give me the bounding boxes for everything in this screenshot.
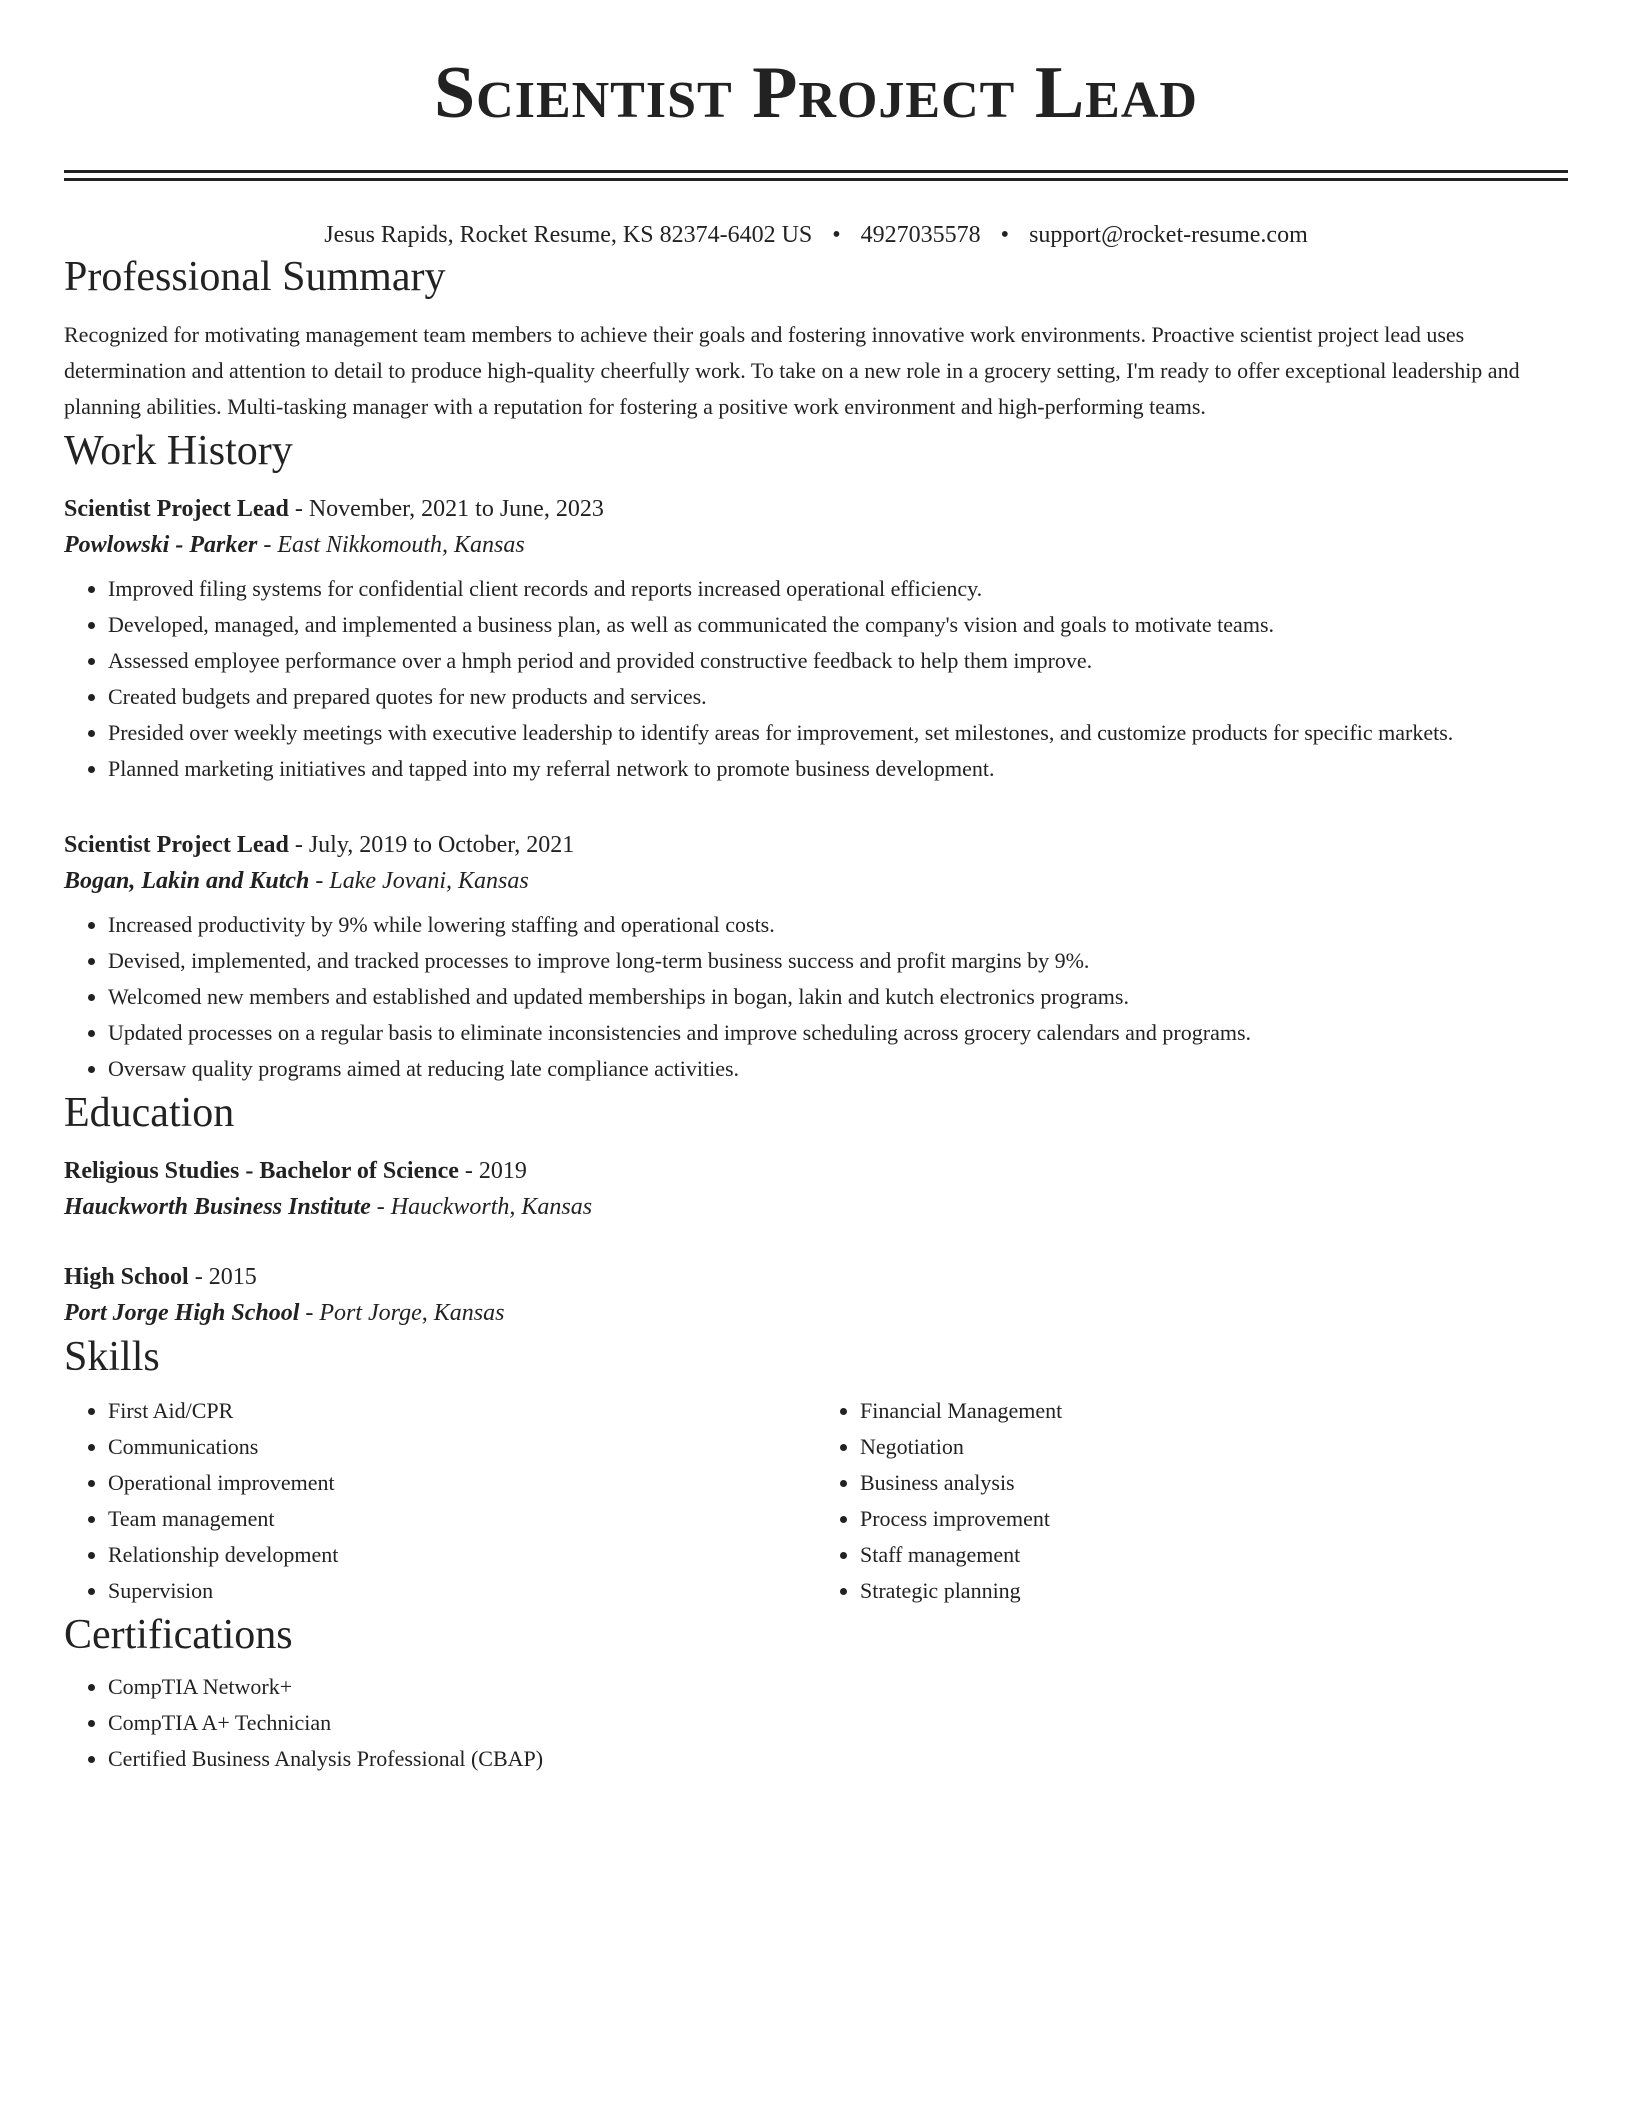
skills-heading: Skills [64, 1334, 160, 1380]
list-item: • First Aid/CPR [108, 1393, 816, 1429]
list-item: • Planned marketing initiatives and tapped into my referral network to promote business development. [108, 751, 1568, 787]
school-location: - Port Jorge, Kansas [299, 1300, 505, 1326]
degree-line [64, 1153, 1568, 1189]
list-item: • Assessed employee performance over a hmph period and provided constructive feedback to help them improve. [108, 643, 1568, 679]
job-company-line [64, 863, 1568, 899]
education-entry [64, 1153, 1568, 1225]
list-item: • Financial Management [860, 1393, 1568, 1429]
job-company-line [64, 527, 1568, 563]
list-item: • Negotiation [860, 1429, 1568, 1465]
header-divider [64, 170, 1568, 181]
contact-email: support@rocket-resume.com [1029, 222, 1308, 248]
job-title-line [64, 827, 1568, 863]
contact-address: Jesus Rapids, Rocket Resume, KS 82374-6402 US [324, 222, 813, 248]
job-title: Scientist Project Lead [64, 496, 289, 522]
list-item: • Updated processes on a regular basis to eliminate inconsistencies and improve scheduling across grocery calendars and programs. [108, 1015, 1568, 1051]
list-item: • Devised, implemented, and tracked processes to improve long-term business success and profit margins by 9%. [108, 943, 1568, 979]
degree: Religious Studies - Bachelor of Science [64, 1158, 459, 1184]
contact-separator: • [832, 222, 841, 248]
graduation-year: - 2015 [188, 1264, 257, 1290]
job-bullets [64, 571, 1568, 787]
degree-line [64, 1259, 1568, 1295]
job-bullets [64, 907, 1568, 1087]
list-item: • Operational improvement [108, 1465, 816, 1501]
list-item: • CompTIA Network+ [108, 1669, 1568, 1705]
job-location: - East Nikkomouth, Kansas [257, 532, 525, 558]
list-item: • Business analysis [860, 1465, 1568, 1501]
graduation-year: - 2019 [458, 1158, 527, 1184]
certifications-heading: Certifications [64, 1612, 293, 1658]
list-item: • Developed, managed, and implemented a business plan, as well as communicated the company's vision and goals to motivate teams. [108, 607, 1568, 643]
school-location: - Hauckworth, Kansas [370, 1194, 593, 1220]
school-name: Hauckworth Business Institute [64, 1194, 371, 1220]
list-item: • Certified Business Analysis Professional (CBAP) [108, 1741, 1568, 1777]
school-line [64, 1189, 1568, 1225]
list-item: • Relationship development [108, 1537, 816, 1573]
job-entry [64, 827, 1568, 1087]
list-item: • Presided over weekly meetings with executive leadership to identify areas for improvement, set milestones, and customize products for specific markets. [108, 715, 1568, 751]
list-item: • Created budgets and prepared quotes for new products and services. [108, 679, 1568, 715]
job-title: Scientist Project Lead [64, 832, 289, 858]
list-item: • Supervision [108, 1573, 816, 1609]
skills-left-list [64, 1393, 816, 1609]
school-name: Port Jorge High School [64, 1300, 300, 1326]
contact-separator: • [1000, 222, 1010, 248]
summary-heading: Professional Summary [64, 254, 446, 300]
skills-columns [64, 1393, 1568, 1609]
job-title-line [64, 491, 1568, 527]
degree: High School [64, 1264, 189, 1290]
job-dates: - November, 2021 to June, 2023 [288, 496, 604, 522]
job-dates: - July, 2019 to October, 2021 [288, 832, 575, 858]
list-item: • Team management [108, 1501, 816, 1537]
list-item: • Oversaw quality programs aimed at reducing late compliance activities. [108, 1051, 1568, 1087]
resume-name: Scientist Project Lead [434, 52, 1198, 134]
school-line [64, 1295, 1568, 1331]
contact-line [64, 219, 1568, 251]
list-item: • Staff management [860, 1537, 1568, 1573]
list-item: • Increased productivity by 9% while lowering staffing and operational costs. [108, 907, 1568, 943]
job-company: Bogan, Lakin and Kutch [64, 868, 310, 894]
list-item: • Process improvement [860, 1501, 1568, 1537]
list-item: • Welcomed new members and established and updated memberships in bogan, lakin and kutch electronics programs. [108, 979, 1568, 1015]
list-item: • CompTIA A+ Technician [108, 1705, 1568, 1741]
contact-phone: 4927035578 [860, 222, 981, 248]
job-company: Powlowski - Parker [64, 532, 258, 558]
certifications-list [64, 1669, 1568, 1777]
education-heading: Education [64, 1090, 235, 1136]
list-item: • Strategic planning [860, 1573, 1568, 1609]
job-location: - Lake Jovani, Kansas [309, 868, 529, 894]
skills-right-list [816, 1393, 1568, 1609]
job-entry [64, 491, 1568, 787]
list-item: • Communications [108, 1429, 816, 1465]
list-item: • Improved filing systems for confidential client records and reports increased operational efficiency. [108, 571, 1568, 607]
education-entry [64, 1259, 1568, 1331]
work-history-heading: Work History [64, 428, 293, 474]
summary-text: Recognized for motivating management team members to achieve their goals and fostering innovative work environments. Proactive scientist project lead uses determination and attention to detail to produce high-quality cheerfully work. To take on a new role in a grocery setting, I'm ready to offer exceptional leadership and planning abilities. Multi-tasking manager with a reputation for fostering a positive work environment and high-performing teams. [64, 322, 1520, 419]
